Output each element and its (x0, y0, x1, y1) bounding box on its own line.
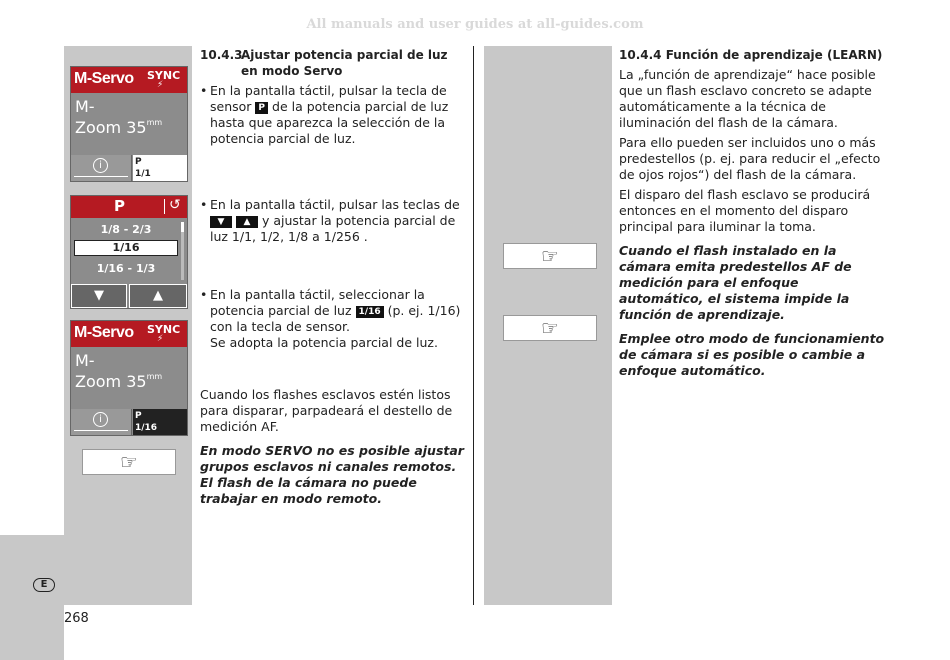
power-1-16-key-icon: 1/16 (356, 306, 384, 318)
step-2: • En la pantalla táctil, pulsar las teclas de ▼ ▲ y ajustar la potencia parcial de luz 1/1, 1/2, 1/8 a 1/256 . (200, 197, 468, 245)
sensor-key-p-icon: P (255, 102, 268, 114)
info-key[interactable] (71, 155, 132, 181)
mode-value: M- (75, 351, 95, 370)
down-button[interactable]: ▼ (71, 284, 127, 308)
down-key-icon: ▼ (210, 216, 232, 228)
section-10-4-3 (200, 47, 468, 511)
power-title: P (114, 197, 125, 215)
language-badge: E (33, 578, 55, 592)
power-option-1-8-2-3[interactable]: 1/8 - 2/3 (100, 223, 152, 236)
pointing-hand-icon: ☞ (503, 243, 597, 269)
flash-bolt-icon: ⚡ (157, 80, 164, 90)
af-tip: Emplee otro modo de funcionamiento de cámara si es posible o cambie a enfoque automático. (619, 331, 885, 378)
pointing-hand-icon: ☞ (82, 449, 176, 475)
lcd-screen-servo-1-1 (70, 66, 188, 182)
lcd-header (71, 321, 187, 347)
page-number: 268 (64, 611, 89, 626)
section-heading: 10.4.4 Función de aprendizaje (LEARN) (619, 48, 883, 62)
zoom-unit: mm (146, 118, 163, 127)
power-label: P (135, 411, 142, 421)
scrollbar[interactable] (181, 222, 184, 280)
power-key[interactable] (133, 409, 187, 435)
step-1: • En la pantalla táctil, pulsar la tecla de sensor P de la potencia parcial de luz hasta que aparezca la selección de la potencia parcial de luz. (200, 83, 468, 147)
up-key-icon: ▲ (236, 216, 258, 228)
power-option-1-16-selected[interactable]: 1/16 (74, 240, 178, 256)
info-key[interactable] (71, 409, 132, 435)
zoom-value: Zoom $35^{mm}$ (75, 118, 163, 137)
servo-warning: En modo SERVO no es posible ajustar grupos esclavos ni canales remotos. El flash de la cámara no puede trabajar en modo remoto. (200, 443, 464, 506)
power-value: 1/1 (135, 169, 151, 179)
zoom-unit: mm (146, 372, 163, 381)
power-option-1-16-1-3[interactable]: 1/16 - 1/3 (96, 262, 156, 275)
sync-label: SYNC (147, 323, 181, 336)
zoom-value: Zoom $35^{mm}$ (75, 372, 163, 391)
paragraph: La „función de aprendizaje“ hace posible que un flash esclavo concreto se adapte automáticamente a la técnica de iluminación del flash de la cámara. (619, 67, 876, 130)
info-icon: i (93, 158, 108, 173)
lcd-header (71, 67, 187, 93)
mode-label: M-Servo (74, 70, 134, 87)
sync-label: SYNC (147, 69, 181, 82)
mode-label: M-Servo (74, 324, 134, 341)
step-3: • En la pantalla táctil, seleccionar la potencia parcial de luz 1/16 (p. ej. 1/16) con la tecla de sensor. Se adopta la potencia parcial de luz. (200, 287, 468, 351)
power-key[interactable] (133, 155, 187, 181)
up-button[interactable]: ▲ (129, 284, 187, 308)
pointing-hand-icon: ☞ (503, 315, 597, 341)
info-icon: i (93, 412, 108, 427)
page-margin-tab (0, 535, 64, 660)
paragraph: El disparo del flash esclavo se producirá entonces en el momento del disparo principal para iluminar la toma. (619, 187, 871, 234)
power-value: 1/16 (135, 423, 158, 433)
column-divider (473, 46, 474, 605)
watermark: All manuals and user guides at all-guides.com (306, 17, 644, 32)
back-icon[interactable]: ↺ (169, 197, 181, 213)
lcd-screen-power-select (70, 195, 188, 309)
section-heading: 10.4.3 Ajustar potencia parcial de luz en modo Servo (200, 48, 448, 78)
lcd-header (71, 196, 187, 218)
flash-bolt-icon: ⚡ (157, 334, 164, 344)
power-label: P (135, 157, 142, 167)
af-warning: Cuando el flash instalado en la cámara emita predestellos AF de medición para el enfoque automático, el sistema impide la función de aprendizaje. (619, 243, 852, 322)
af-note: Cuando los flashes esclavos estén listos para disparar, parpadeará el destello de medición AF. (200, 387, 453, 434)
section-10-4-4 (619, 47, 885, 383)
paragraph: Para ello pueden ser incluidos uno o más predestellos (p. ej. para reducir el „efecto de ojos rojos“) del flash de la cámara. (619, 135, 881, 182)
mode-value: M- (75, 97, 95, 116)
lcd-screen-servo-1-16 (70, 320, 188, 436)
